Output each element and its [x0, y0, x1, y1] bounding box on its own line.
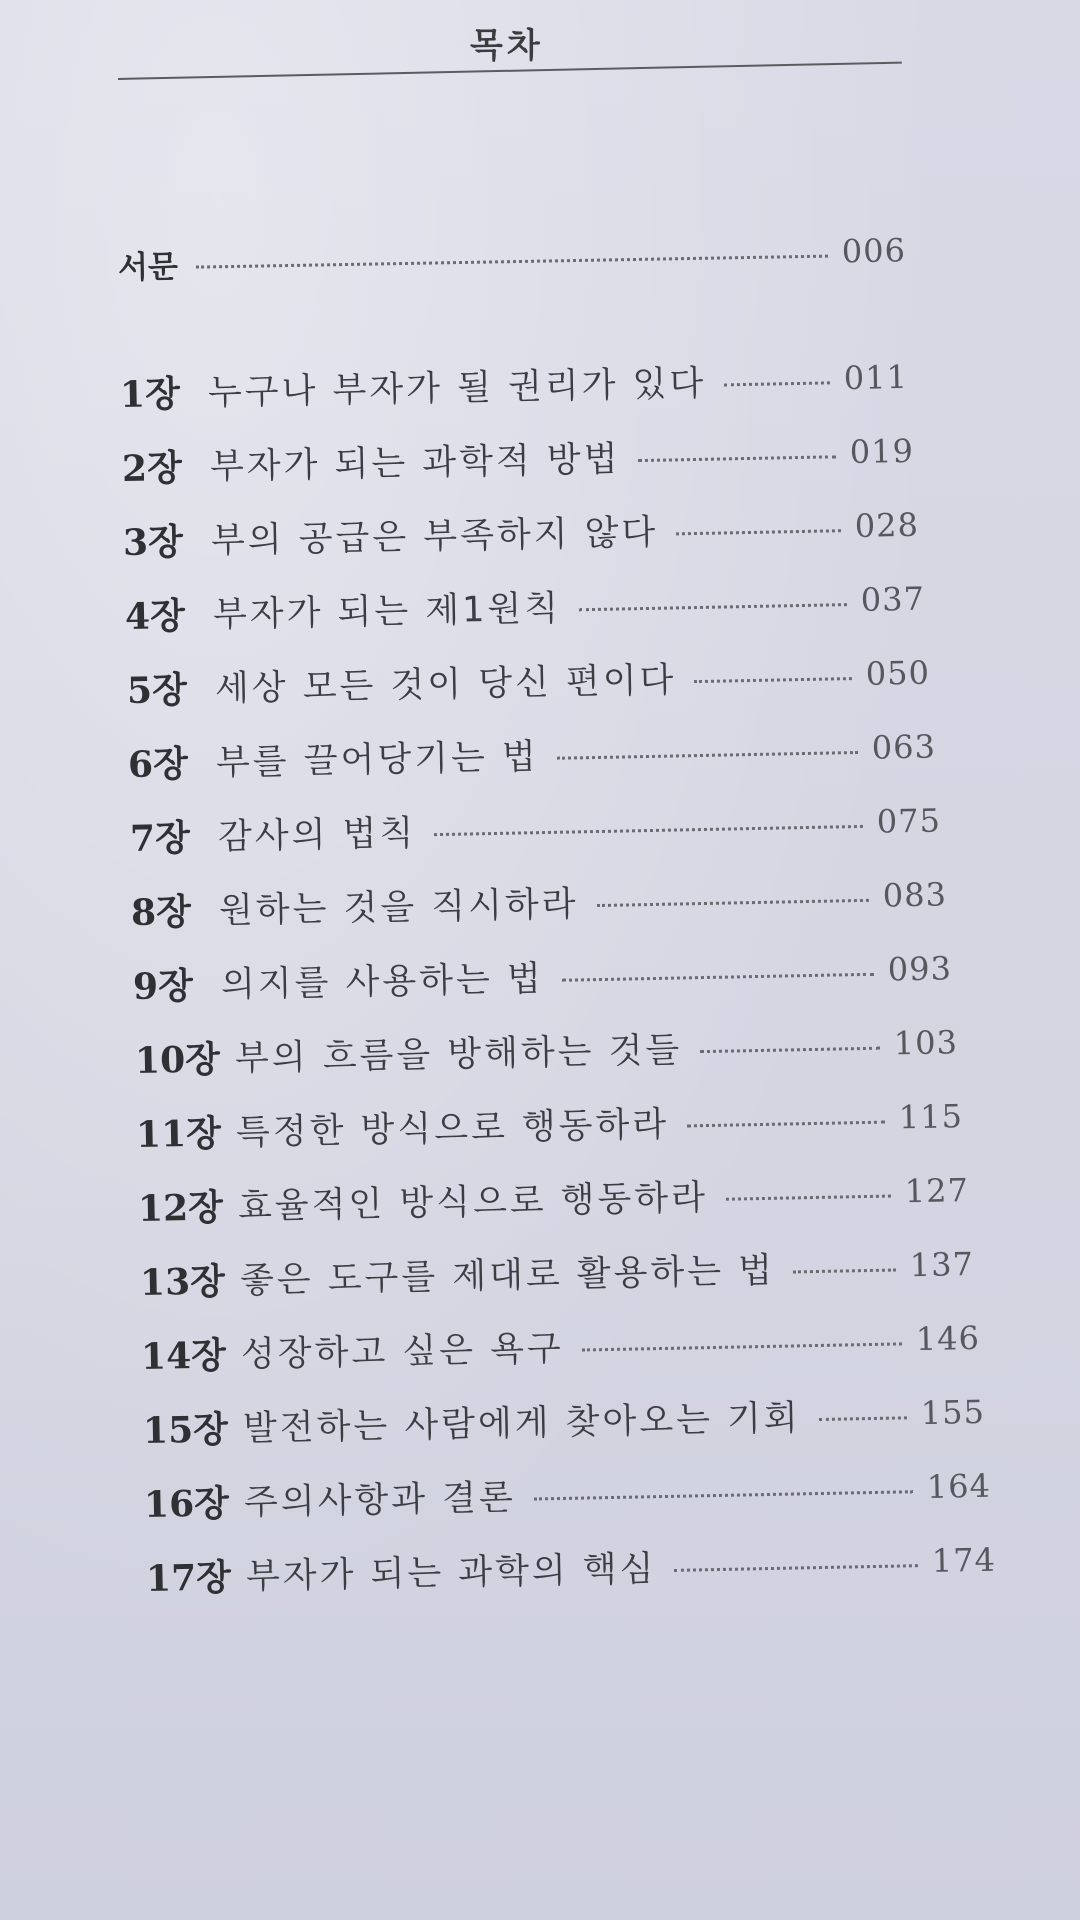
- toc-entry-chapter: [128, 720, 937, 788]
- chapter-number: 11장: [135, 1111, 222, 1156]
- chapter-number: 8장: [130, 890, 192, 934]
- dot-leader: [562, 972, 874, 981]
- preface-label: 서문: [117, 248, 179, 286]
- chapter-title: 부자가 되는 과학적 방법: [209, 439, 621, 488]
- toc-entry-chapter: [122, 425, 915, 492]
- dot-leader: [694, 677, 852, 683]
- dot-leader: [534, 1490, 913, 1500]
- page-title: 목차: [470, 26, 544, 66]
- dot-leader: [700, 1046, 880, 1052]
- toc-entry-chapter: [120, 351, 909, 418]
- toc-entry-chapter: [141, 1312, 981, 1380]
- toc-entry-chapter: [136, 1090, 964, 1158]
- chapter-number: 9장: [132, 964, 194, 1008]
- page-number: 037: [860, 579, 926, 619]
- page-number: 103: [893, 1023, 959, 1063]
- chapter-title: 주의사항과 결론: [243, 1477, 517, 1524]
- toc-entry-chapter: [127, 647, 931, 714]
- page-number: 063: [871, 727, 937, 767]
- page-number: 115: [898, 1097, 964, 1137]
- toc-entry-chapter: [123, 499, 920, 566]
- page-number: 164: [926, 1466, 992, 1506]
- chapter-title: 부자가 되는 과학의 핵심: [245, 1549, 657, 1598]
- dot-leader: [638, 455, 835, 462]
- chapter-number: 2장: [121, 446, 183, 490]
- chapter-number: 4장: [124, 594, 186, 638]
- page-number: 083: [882, 875, 948, 915]
- dot-leader: [819, 1416, 907, 1421]
- chapter-number: 3장: [122, 520, 184, 564]
- chapter-number: 15장: [142, 1407, 229, 1452]
- chapter-title: 발전하는 사람에게 찾아오는 기회: [242, 1398, 802, 1450]
- chapter-number: 6장: [127, 742, 189, 786]
- chapter-number: 7장: [129, 816, 191, 860]
- page-number: 011: [843, 357, 909, 398]
- chapter-title: 부의 공급은 부족하지 않다: [210, 512, 659, 562]
- chapter-title: 부를 끌어당기는 법: [215, 737, 540, 784]
- chapter-title: 특정한 방식으로 행동하라: [235, 1104, 670, 1154]
- chapter-number: 16장: [143, 1481, 230, 1526]
- chapter-title: 감사의 법칙: [217, 813, 417, 858]
- page-number: 137: [909, 1244, 975, 1285]
- page-number: 050: [865, 653, 931, 693]
- dot-leader: [687, 1120, 885, 1127]
- page-number: 127: [904, 1171, 970, 1211]
- page-number: 093: [887, 949, 953, 989]
- chapter-title: 의지를 사용하는 법: [220, 959, 545, 1006]
- dot-leader: [579, 603, 847, 611]
- chapter-title: 누구나 부자가 될 권리가 있다: [207, 363, 707, 414]
- toc-entry-chapter: [140, 1238, 975, 1306]
- toc-entry-chapter: [130, 794, 942, 862]
- page-number: 028: [854, 505, 920, 545]
- toc-entry-chapter: [138, 1164, 970, 1232]
- page-number: 075: [876, 801, 942, 841]
- chapter-title: 세상 모든 것이 당신 편이다: [214, 660, 677, 710]
- page-number: 174: [931, 1540, 997, 1580]
- chapter-number: 12장: [137, 1185, 224, 1230]
- chapter-number: 17장: [145, 1555, 232, 1600]
- chapter-number: 14장: [140, 1333, 227, 1378]
- chapter-number: 5장: [126, 668, 188, 712]
- chapter-title: 부의 흐름을 방해하는 것들: [234, 1030, 683, 1080]
- page-number: 146: [915, 1318, 981, 1359]
- chapter-title: 효율적인 방식으로 행동하라: [237, 1178, 709, 1228]
- toc-entry-chapter: [125, 573, 926, 640]
- toc-entry-chapter: [131, 868, 948, 936]
- dot-leader: [793, 1268, 896, 1273]
- dot-leader: [676, 529, 841, 535]
- dot-leader: [674, 1564, 917, 1572]
- dot-leader: [726, 1194, 891, 1200]
- dot-leader: [724, 381, 830, 386]
- page-number: 155: [920, 1392, 986, 1433]
- chapter-title: 원하는 것을 직시하라: [218, 884, 579, 932]
- chapter-number: 13장: [139, 1259, 226, 1304]
- toc-entry-chapter: [146, 1534, 997, 1602]
- page-number: 019: [849, 431, 915, 472]
- toc-entry-chapter: [144, 1460, 992, 1528]
- toc-entry-chapter: [135, 1016, 959, 1084]
- toc-entry-preface: [118, 224, 907, 290]
- dot-leader: [557, 750, 858, 759]
- dot-leader: [597, 898, 869, 906]
- dot-leader: [434, 824, 863, 835]
- chapter-number: 10장: [134, 1037, 221, 1082]
- chapter-number: 1장: [119, 372, 181, 416]
- dot-leader: [196, 254, 828, 268]
- dot-leader: [582, 1342, 902, 1351]
- chapter-title: 부자가 되는 제1원칙: [212, 588, 562, 636]
- chapter-title: 성장하고 싶은 욕구: [240, 1328, 565, 1376]
- toc-entry-chapter: [143, 1386, 986, 1454]
- page-number: 006: [841, 231, 907, 271]
- chapter-title: 좋은 도구를 제대로 활용하는 법: [239, 1250, 776, 1302]
- toc-entry-chapter: [133, 942, 953, 1010]
